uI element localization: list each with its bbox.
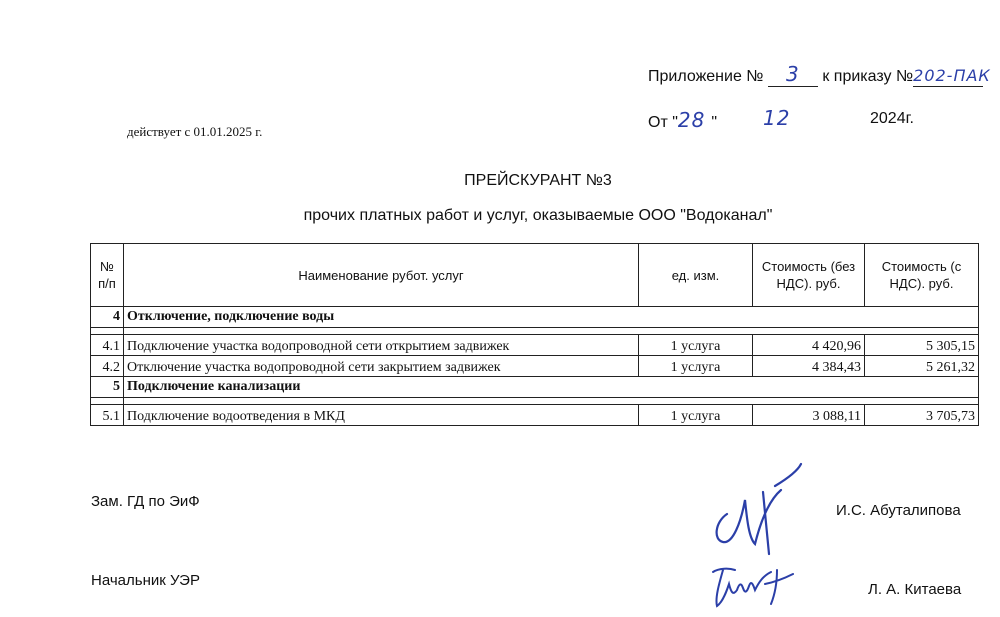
order-number: 202-ПАК bbox=[913, 66, 991, 85]
signer-name: Л. А. Китаева bbox=[868, 581, 962, 598]
appendix-label: Приложение № bbox=[648, 68, 764, 85]
section-row bbox=[91, 307, 979, 328]
spacer-row bbox=[91, 398, 979, 405]
row-cost-vat: 5 305,15 bbox=[865, 335, 979, 356]
date-day: 28 bbox=[677, 108, 706, 132]
row-cost-no-vat: 4 420,96 bbox=[753, 335, 865, 356]
quote-open: " bbox=[672, 114, 678, 131]
row-cost-no-vat: 4 384,43 bbox=[753, 356, 865, 377]
section-title: Отключение, подключение воды bbox=[124, 307, 979, 328]
effective-date: действует с 01.01.2025 г. bbox=[127, 124, 263, 139]
appendix-number: 3 bbox=[786, 62, 800, 86]
section-num: 4 bbox=[91, 307, 124, 328]
row-num: 4.2 bbox=[91, 356, 124, 377]
row-num: 5.1 bbox=[91, 405, 124, 426]
quote-close: " bbox=[711, 114, 718, 131]
row-unit: 1 услуга bbox=[639, 356, 753, 377]
col-unit-header: ед. изм. bbox=[639, 244, 753, 307]
signer-name: И.С. Абуталипова bbox=[836, 502, 961, 519]
date-from-label: От bbox=[648, 114, 668, 131]
table-header-row bbox=[91, 244, 979, 307]
row-num: 4.1 bbox=[91, 335, 124, 356]
date-month: 12 bbox=[763, 106, 791, 130]
order-number-field bbox=[913, 66, 991, 87]
row-cost-vat: 5 261,32 bbox=[865, 356, 979, 377]
signature-2-icon bbox=[705, 560, 805, 612]
col-cost-vat-header: Стоимость (с НДС). руб. bbox=[865, 244, 979, 307]
row-name: Подключение участка водопроводной сети открытием задвижек bbox=[124, 335, 639, 356]
date-line bbox=[648, 108, 948, 132]
section-num: 5 bbox=[91, 377, 124, 398]
table-row bbox=[91, 335, 979, 356]
date-year: 2024г. bbox=[870, 110, 914, 127]
page-title: ПРЕЙСКУРАНТ №3 bbox=[464, 172, 612, 189]
row-name: Подключение водоотведения в МКД bbox=[124, 405, 639, 426]
row-cost-vat: 3 705,73 bbox=[865, 405, 979, 426]
row-name: Отключение участка водопроводной сети закрытием задвижек bbox=[124, 356, 639, 377]
signer-position: Начальник УЭР bbox=[91, 572, 200, 589]
col-cost-no-vat-header: Стоимость (без НДС). руб. bbox=[753, 244, 865, 307]
section-title: Подключение канализации bbox=[124, 377, 979, 398]
row-unit: 1 услуга bbox=[639, 405, 753, 426]
table-row bbox=[91, 405, 979, 426]
page-subtitle: прочих платных работ и услуг, оказываемые ООО "Водоканал" bbox=[303, 207, 773, 224]
signature-1-icon bbox=[705, 462, 815, 562]
order-label: к приказу № bbox=[822, 68, 914, 85]
table-row bbox=[91, 356, 979, 377]
row-unit: 1 услуга bbox=[639, 335, 753, 356]
col-num-header: № п/п bbox=[91, 244, 124, 307]
appendix-line bbox=[648, 62, 991, 87]
col-name-header: Наименование рубот. услуг bbox=[124, 244, 639, 307]
signer-position: Зам. ГД по ЭиФ bbox=[91, 493, 200, 510]
spacer-row bbox=[91, 328, 979, 335]
section-row bbox=[91, 377, 979, 398]
row-cost-no-vat: 3 088,11 bbox=[753, 405, 865, 426]
price-table bbox=[90, 243, 979, 426]
appendix-number-field bbox=[768, 62, 818, 87]
